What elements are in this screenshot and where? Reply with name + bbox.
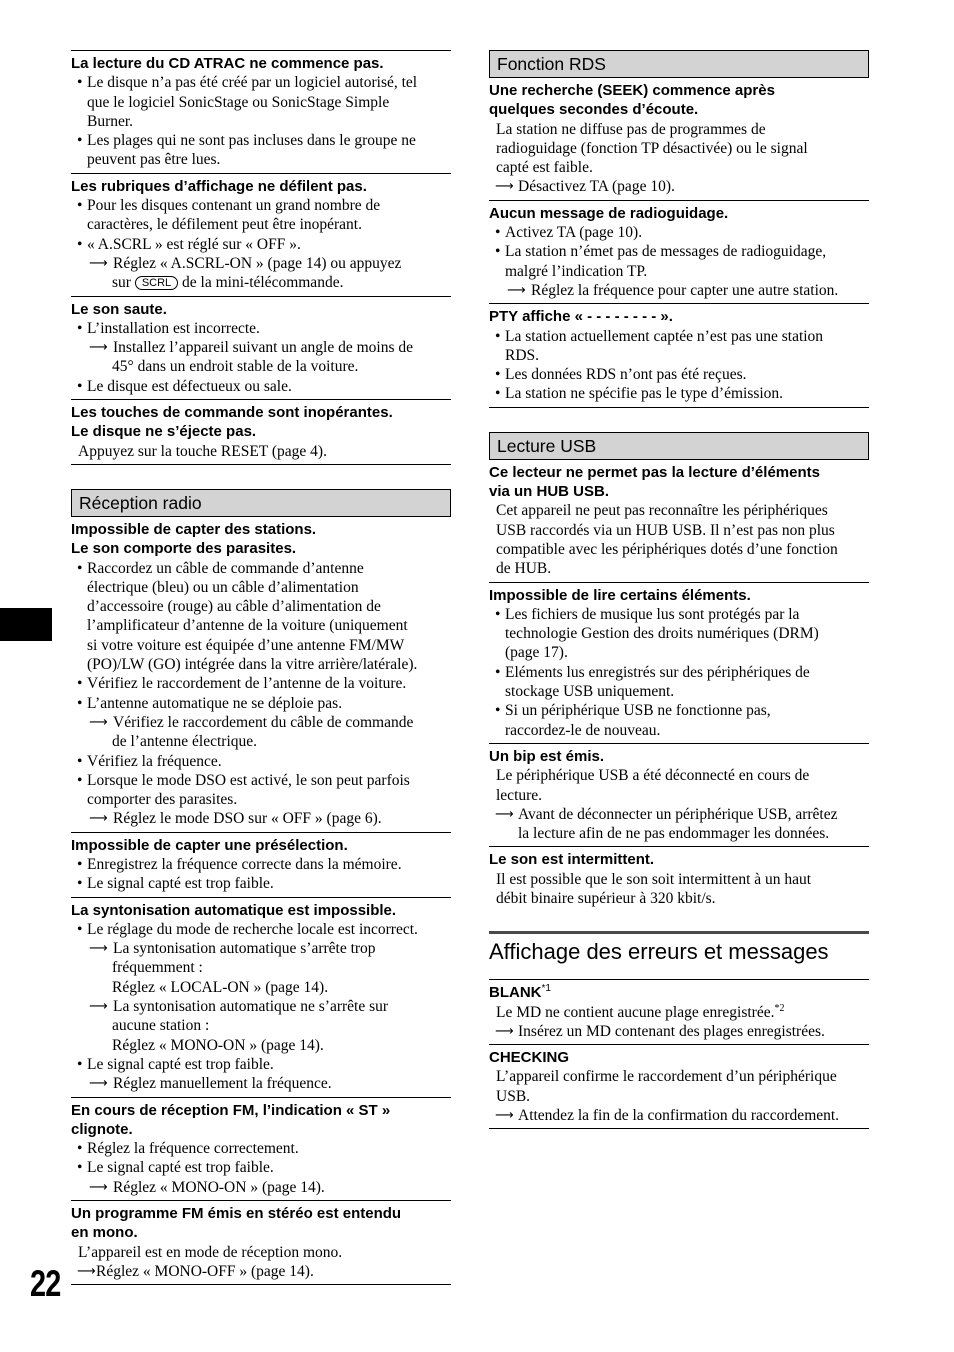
answer-line: Le signal capté est trop faible. bbox=[87, 1159, 274, 1177]
answer-line: de la mini-télécommande. bbox=[182, 274, 344, 292]
answer-line: si votre voiture est équipée d’une antenne FM/MW bbox=[87, 636, 405, 654]
answer-line: Eléments lus enregistrés sur des périphériques de bbox=[505, 663, 810, 681]
answer-line: sur bbox=[112, 274, 131, 292]
answer-line: Réglez manuellement la fréquence. bbox=[113, 1075, 332, 1093]
message-title: CHECKING bbox=[489, 1049, 570, 1067]
answer-line: Les fichiers de musique lus sont protégés par la bbox=[505, 605, 800, 623]
answer-line: capté est faible. bbox=[496, 159, 593, 177]
answer-line: lecture. bbox=[496, 786, 543, 804]
answer-line: Insérez un MD contenant des plages enregistrées. bbox=[518, 1022, 825, 1040]
question-title: via un HUB USB. bbox=[489, 483, 610, 501]
faq-cd-atrac: La lecture du CD ATRAC ne commence pas. • Le disque n’a pas été créé par un logiciel autorisé, tel que le logiciel SonicStage ou SonicStage Simple Burner. • Les plages qui ne sont pas incluses dans le groupe ne peuvent pas être lues. bbox=[71, 50, 451, 170]
chapter-tab-marker bbox=[0, 608, 52, 641]
answer-line: Le MD ne contient aucune plage enregistrée. bbox=[496, 1003, 775, 1021]
arrow-icon: ⟶ bbox=[495, 1108, 514, 1124]
question-title: Le son saute. bbox=[71, 300, 167, 318]
faq-pty: PTY affiche « - - - - - - - - ». • La station actuellement captée n’est pas une station RDS. • Les données RDS n’ont pas été reçues. • La station ne spécifie pas le type d’émission. bbox=[489, 303, 869, 407]
answer-line: RDS. bbox=[505, 346, 540, 364]
answer-line: Activez TA (page 10). bbox=[505, 224, 643, 242]
msg-blank bbox=[489, 979, 869, 1041]
answer-line: la lecture afin de ne pas endommager les données. bbox=[518, 825, 830, 843]
page-number: 22 bbox=[30, 1263, 61, 1304]
arrow-icon: ⟶ bbox=[89, 714, 108, 730]
arrow-icon: ⟶ bbox=[495, 1023, 514, 1039]
faq-intermittent bbox=[489, 846, 869, 908]
answer-line: Le disque n’a pas été créé par un logiciel autorisé, tel bbox=[87, 74, 418, 92]
question-title: Un programme FM émis en stéréo est entendu bbox=[71, 1205, 402, 1223]
question-title: Impossible de capter une présélection. bbox=[71, 836, 348, 854]
answer-line: Réglez « MONO-OFF » (page 14). bbox=[96, 1262, 314, 1280]
faq-controls-inoperable bbox=[71, 399, 451, 465]
answer-line: Avant de déconnecter un périphérique USB, arrêtez bbox=[518, 805, 838, 823]
answer-line: La station actuellement captée n’est pas une station bbox=[505, 327, 824, 345]
question-title: Le disque ne s’éjecte pas. bbox=[71, 423, 257, 441]
scrl-button-icon: SCRL bbox=[135, 276, 178, 290]
answer-line: Il est possible que le son soit intermittent à un haut bbox=[496, 870, 812, 888]
faq-no-stations: Impossible de capter des stations. Le son comporte des parasites. • Raccordez un câble de commande d’antenne électrique (bleu) ou un câble d’alimentation d’accessoire (rouge) au câble d’alimentation de l’amplificateur d’antenne de la voiture (uniquement si votre voiture est équipée d’une antenne FM/MW (PO)/LW (GO) intégrée dans la vitre arrière/latérale). • Vérifiez le raccordement de l’antenne de la voiture. • L’antenne automatique ne se déploie pas. ⟶ Vérifiez le raccordement du câble de commande de l’antenne électrique. • Vérifiez la fréquence. • Lorsque le mode DSO est activé, le son peut parfois comporter des parasites. ⟶ Réglez le mode DSO sur « OFF » (page 6). bbox=[71, 520, 451, 829]
question-title: Ce lecteur ne permet pas la lecture d’éléments bbox=[489, 463, 820, 481]
question-title: Impossible de lire certains éléments. bbox=[489, 586, 751, 604]
faq-sound-skips: Le son saute. • L’installation est incorrecte. ⟶ Installez l’appareil suivant un angle de moins de 45° dans un endroit stable de la voiture. • Le disque est défectueux ou sale. bbox=[71, 296, 451, 396]
answer-line: Réglez « A.SCRL-ON » (page 14) ou appuyez bbox=[113, 254, 402, 272]
answer-line: USB. bbox=[496, 1087, 531, 1105]
footnote-mark: *1 bbox=[541, 983, 551, 995]
question-title: La syntonisation automatique est impossible. bbox=[71, 901, 397, 919]
arrow-icon: ⟶ bbox=[77, 1263, 96, 1279]
answer-line: Enregistrez la fréquence correcte dans la mémoire. bbox=[87, 855, 402, 873]
faq-usb-hub bbox=[489, 463, 869, 579]
answer-line: Lorsque le mode DSO est activé, le son peut parfois bbox=[87, 771, 410, 789]
answer-line: Désactivez TA (page 10). bbox=[518, 178, 675, 196]
answer-line: La station ne spécifie pas le type d’émission. bbox=[505, 385, 784, 403]
answer-line: technologie Gestion des droits numériques (DRM) bbox=[505, 625, 819, 643]
arrow-icon: ⟶ bbox=[495, 806, 514, 822]
answer-line: caractères, le défilement peut être inopérant. bbox=[87, 216, 362, 234]
footnote-mark: *2 bbox=[774, 1002, 785, 1014]
answer-line: Installez l’appareil suivant un angle de moins de bbox=[113, 339, 414, 357]
arrow-icon: ⟶ bbox=[89, 1179, 108, 1195]
answer-line: Réglez « MONO-ON » (page 14). bbox=[113, 1178, 325, 1196]
question-title: Le son est intermittent. bbox=[489, 851, 655, 869]
answer-line: Vérifiez le raccordement de l’antenne de la voiture. bbox=[87, 675, 407, 693]
answer-line: que le logiciel SonicStage ou SonicStage Simple bbox=[87, 93, 390, 111]
question-title: Le son comporte des parasites. bbox=[71, 540, 297, 558]
answer-line: Le périphérique USB a été déconnecté en cours de bbox=[496, 767, 810, 785]
answer-line: (page 17). bbox=[505, 644, 568, 662]
arrow-icon: ⟶ bbox=[89, 255, 108, 271]
answer-line: Le disque est défectueux ou sale. bbox=[87, 377, 292, 395]
answer-line: Réglez la fréquence pour capter une autre station. bbox=[531, 281, 839, 299]
arrow-icon: ⟶ bbox=[89, 941, 108, 957]
answer-line: malgré l’indication TP. bbox=[505, 262, 648, 280]
question-title: en mono. bbox=[71, 1224, 138, 1242]
question-title: Les touches de commande sont inopérantes. bbox=[71, 404, 393, 422]
right-column bbox=[489, 50, 869, 1129]
answer-line: de HUB. bbox=[496, 560, 552, 578]
answer-line: Si un périphérique USB ne fonctionne pas, bbox=[505, 702, 771, 720]
answer-line: Pour les disques contenant un grand nombre de bbox=[87, 197, 381, 215]
answer-line: d’accessoire (rouge) au câble d’alimentation de bbox=[87, 598, 381, 616]
faq-beep bbox=[489, 743, 869, 843]
question-title: La lecture du CD ATRAC ne commence pas. bbox=[71, 55, 384, 72]
message-title: BLANK bbox=[489, 984, 542, 1002]
answer-line: radioguidage (fonction TP désactivée) ou le signal bbox=[496, 139, 808, 157]
answer-line: stockage USB uniquement. bbox=[505, 683, 675, 701]
answer-line: comporter des parasites. bbox=[87, 791, 238, 809]
answer-line: Burner. bbox=[87, 112, 134, 130]
answer-line: Vérifiez le raccordement du câble de commande bbox=[113, 713, 414, 731]
arrow-icon: ⟶ bbox=[89, 1076, 108, 1092]
answer-line: Cet appareil ne peut pas reconnaître les périphériques bbox=[496, 502, 828, 520]
answer-line: Les plages qui ne sont pas incluses dans le groupe ne bbox=[87, 132, 416, 150]
question-title: Impossible de capter des stations. bbox=[71, 520, 317, 538]
answer-line: électrique (bleu) ou un câble d’alimentation bbox=[87, 578, 359, 596]
question-title: PTY affiche « - - - - - - - - ». bbox=[489, 308, 673, 326]
answer-line: Raccordez un câble de commande d’antenne bbox=[87, 559, 364, 577]
answer-line: Appuyez sur la touche RESET (page 4). bbox=[78, 442, 327, 460]
faq-auto-tuning: La syntonisation automatique est impossible. • Le réglage du mode de recherche locale est incorrect. ⟶ La syntonisation automatique s’arrête trop fréquemment : Réglez « LOCAL-ON » (page 14). ⟶ La syntonisation automatique ne s’arrête sur aucune station : Réglez « MONO-ON » (page 14). • Le signal capté est trop faible. ⟶ Réglez manuellement la fréquence. bbox=[71, 897, 451, 1094]
answer-line: Réglez le mode DSO sur « OFF » (page 6). bbox=[113, 810, 382, 828]
answer-line: La station ne diffuse pas de programmes de bbox=[496, 120, 766, 138]
answer-line: La station n’émet pas de messages de radioguidage, bbox=[505, 243, 827, 261]
answer-line: Le signal capté est trop faible. bbox=[87, 1055, 274, 1073]
faq-st-blinks: En cours de réception FM, l’indication « ST » clignote. • Réglez la fréquence correctement. • Le signal capté est trop faible. ⟶ Réglez « MONO-ON » (page 14). bbox=[71, 1097, 451, 1197]
answer-line: 45° dans un endroit stable de la voiture. bbox=[112, 358, 359, 376]
section-header-rds: Fonction RDS bbox=[489, 50, 869, 78]
arrow-icon: ⟶ bbox=[495, 179, 514, 195]
faq-display-scroll: Les rubriques d’affichage ne défilent pas. • Pour les disques contenant un grand nombre de caractères, le défilement peut être inopérant. • « A.SCRL » est réglé sur « OFF ». ⟶ Réglez « A.SCRL-ON » (page 14) ou appuyez sur SCRL de la mini-télécommande. bbox=[71, 173, 451, 293]
question-title: Un bip est émis. bbox=[489, 747, 605, 765]
answer-line: La syntonisation automatique s’arrête trop bbox=[113, 940, 376, 958]
answer-line: Attendez la fin de la confirmation du raccordement. bbox=[518, 1107, 840, 1125]
answer-line: (PO)/LW (GO) intégrée dans la vitre arrière/latérale). bbox=[87, 656, 418, 674]
answer-line: L’installation est incorrecte. bbox=[87, 319, 260, 337]
answer-line: Le signal capté est trop faible. bbox=[87, 875, 274, 893]
answer-line: l’amplificateur d’antenne de la voiture (uniquement bbox=[87, 617, 408, 635]
faq-stereo-mono bbox=[71, 1200, 451, 1285]
arrow-icon: ⟶ bbox=[89, 811, 108, 827]
arrow-icon: ⟶ bbox=[89, 999, 108, 1015]
section-header-usb: Lecture USB bbox=[489, 432, 869, 460]
answer-line: raccordez-le de nouveau. bbox=[505, 721, 661, 739]
question-title: En cours de réception FM, l’indication « ST » bbox=[71, 1101, 391, 1119]
answer-line: peuvent pas être lues. bbox=[87, 151, 221, 169]
answer-line: Le réglage du mode de recherche locale est incorrect. bbox=[87, 920, 418, 938]
section-header-radio: Réception radio bbox=[71, 489, 451, 517]
answer-line: Les données RDS n’ont pas été reçues. bbox=[505, 366, 747, 384]
question-title: quelques secondes d’écoute. bbox=[489, 101, 699, 119]
answer-line: L’appareil est en mode de réception mono. bbox=[78, 1243, 343, 1261]
answer-line: Vérifiez la fréquence. bbox=[87, 752, 222, 770]
faq-seek bbox=[489, 81, 869, 197]
answer-line: fréquemment : bbox=[112, 959, 203, 977]
question-title: Aucun message de radioguidage. bbox=[489, 204, 729, 222]
arrow-icon: ⟶ bbox=[89, 340, 108, 356]
arrow-icon: ⟶ bbox=[507, 282, 526, 298]
answer-line: compatible avec les périphériques dotés d’une fonction bbox=[496, 540, 838, 558]
left-column bbox=[71, 50, 451, 1285]
answer-line: L’appareil confirme le raccordement d’un périphérique bbox=[496, 1068, 837, 1086]
answer-line: USB raccordés via un HUB USB. Il n’est pas non plus bbox=[496, 521, 835, 539]
answer-line: La syntonisation automatique ne s’arrête sur bbox=[113, 998, 389, 1016]
answer-line: Réglez « MONO-ON » (page 14). bbox=[112, 1036, 324, 1054]
answer-line: Réglez « LOCAL-ON » (page 14). bbox=[112, 978, 329, 996]
faq-preset: Impossible de capter une présélection. • Enregistrez la fréquence correcte dans la mémoire. • Le signal capté est trop faible. bbox=[71, 832, 451, 894]
answer-line: « A.SCRL » est réglé sur « OFF ». bbox=[87, 235, 301, 253]
question-title: Les rubriques d’affichage ne défilent pas. bbox=[71, 177, 367, 195]
msg-checking bbox=[489, 1044, 869, 1129]
errors-heading: Affichage des erreurs et messages bbox=[489, 939, 829, 965]
question-title: Une recherche (SEEK) commence après bbox=[489, 82, 775, 99]
answer-line: Réglez la fréquence correctement. bbox=[87, 1140, 299, 1158]
faq-no-traffic: Aucun message de radioguidage. • Activez TA (page 10). • La station n’émet pas de messages de radioguidage, malgré l’indication TP. ⟶ Réglez la fréquence pour capter une autre station. bbox=[489, 200, 869, 300]
answer-line: débit binaire supérieur à 320 kbit/s. bbox=[496, 889, 716, 907]
answer-line: aucune station : bbox=[112, 1017, 210, 1035]
answer-line: de l’antenne électrique. bbox=[112, 733, 258, 751]
faq-cannot-play: Impossible de lire certains éléments. • Les fichiers de musique lus sont protégés par la technologie Gestion des droits numériques (DRM) (page 17). • Eléments lus enregistrés sur des périphériques de stockage USB uniquement. • Si un périphérique USB ne fonctionne pas, raccordez-le de nouveau. bbox=[489, 582, 869, 740]
question-title: clignote. bbox=[71, 1120, 133, 1138]
answer-line: L’antenne automatique ne se déploie pas. bbox=[87, 694, 343, 712]
